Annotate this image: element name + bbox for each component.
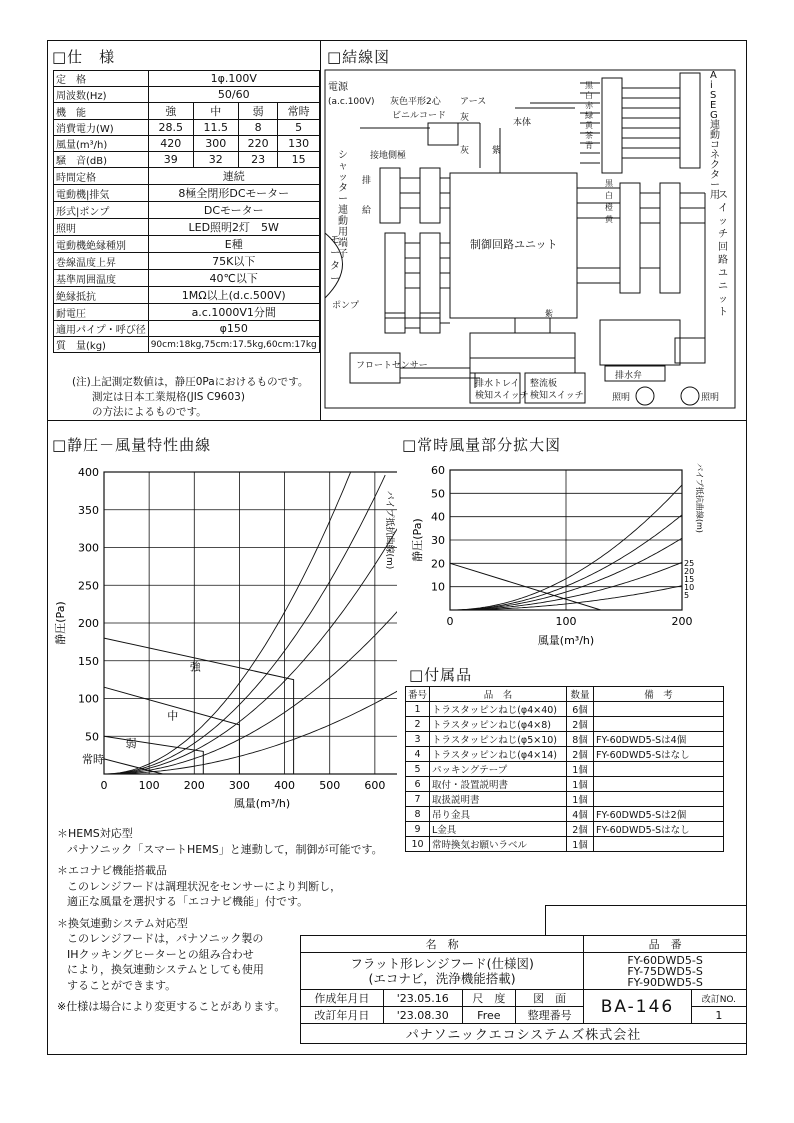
tb-number-label: 整理番号 bbox=[516, 1007, 584, 1024]
acc-name: トラスタッピンねじ(φ4×14) bbox=[430, 747, 567, 762]
spec-value: LED照明2灯 5W bbox=[148, 219, 319, 236]
accessory-row bbox=[406, 837, 724, 852]
joji-axis-label: 常時 bbox=[82, 752, 104, 766]
tb-part-3: FY-90DWD5-S bbox=[627, 975, 703, 989]
spec-key: 適用パイプ・呼び径 bbox=[54, 321, 149, 337]
cord-label: 灰色平形2心 bbox=[390, 97, 441, 107]
acc-remarks bbox=[594, 762, 724, 777]
econavi-line-1: このレンジフードは調理状況をセンサーにより判断し， bbox=[67, 879, 342, 893]
spec-key: 巻線温度上昇 bbox=[54, 253, 149, 270]
acc-no: 10 bbox=[406, 837, 430, 852]
acc-remarks bbox=[594, 792, 724, 807]
tb-name-1: フラット形レンジフード(仕様図) bbox=[350, 956, 534, 971]
tb-part-1: FY-60DWD5-S bbox=[627, 953, 703, 967]
y-axis-label: 静圧(Pa) bbox=[54, 601, 67, 645]
spec-key: 風量(m³/h) bbox=[54, 136, 149, 152]
y-tick-label: 100 bbox=[78, 692, 99, 706]
y-tick-label: 150 bbox=[78, 654, 99, 668]
float-label: フロートセンサー bbox=[356, 361, 428, 371]
spec-notes bbox=[72, 375, 308, 420]
wire-black-2: 黒 bbox=[585, 81, 593, 90]
link-line-4: することができます。 bbox=[67, 978, 177, 992]
x-tick-label: 200 bbox=[183, 779, 205, 792]
spec-row bbox=[54, 185, 320, 202]
wire-gray: 灰 bbox=[460, 113, 470, 123]
motor-label: モーター bbox=[330, 235, 340, 285]
tb-revised-label: 改訂年月日 bbox=[301, 1007, 384, 1024]
spec-key: 電動機|排気 bbox=[54, 185, 149, 202]
accessories-title: □付属品 bbox=[409, 666, 473, 684]
body-label: 本体 bbox=[513, 118, 532, 128]
y2-axis-label: パイプ抵抗曲線(m) bbox=[695, 463, 704, 533]
y-axis-label: 静圧(Pa) bbox=[411, 518, 424, 562]
spec-key: 基準周囲温度 bbox=[54, 270, 149, 287]
acc-remarks: FY-60DWD5-Sは4個 bbox=[594, 732, 724, 747]
tb-created-label: 作成年月日 bbox=[301, 990, 384, 1007]
accessory-row bbox=[406, 702, 724, 717]
acc-remarks: FY-60DWD5-Sはなし bbox=[594, 747, 724, 762]
x-tick-label: 100 bbox=[138, 779, 160, 792]
acc-remarks: FY-60DWD5-Sはなし bbox=[594, 822, 724, 837]
tb-name bbox=[301, 953, 584, 990]
series-label: 中 bbox=[167, 709, 179, 723]
x-tick-label: 0 bbox=[100, 779, 108, 792]
accessory-row bbox=[406, 822, 724, 837]
acc-no: 2 bbox=[406, 717, 430, 732]
spec-table bbox=[53, 70, 320, 353]
spec-value: 8極全閉形DCモーター bbox=[148, 185, 319, 202]
spec-value: 220 bbox=[238, 136, 278, 152]
spec-value: DCモーター bbox=[148, 202, 319, 219]
spec-value: 弱 bbox=[238, 103, 278, 120]
tb-scale-label: 尺 度 bbox=[462, 990, 515, 1007]
series-label: 強 bbox=[189, 660, 201, 674]
acc-no: 7 bbox=[406, 792, 430, 807]
exhaust-label: 排 bbox=[362, 176, 372, 186]
accessory-row bbox=[406, 762, 724, 777]
divider-horizontal bbox=[47, 420, 747, 421]
tb-company: パナソニックエコシステムズ株式会社 bbox=[301, 1024, 747, 1044]
y-tick-label: 400 bbox=[78, 466, 99, 479]
spec-value: 中 bbox=[193, 103, 238, 120]
cord-label-2: ビニルコード bbox=[392, 111, 447, 121]
spec-row bbox=[54, 87, 320, 103]
x-tick-label: 400 bbox=[274, 779, 296, 792]
acc-qty: 6個 bbox=[567, 702, 594, 717]
tb-part-2: FY-75DWD5-S bbox=[627, 964, 703, 978]
spec-row bbox=[54, 152, 320, 168]
spec-key: 質 量(kg) bbox=[54, 337, 149, 353]
link-line-1: このレンジフードは，パナソニック製の bbox=[67, 932, 264, 945]
flow-plate-label: 整流板 bbox=[530, 379, 558, 389]
wire-purple: 紫 bbox=[492, 146, 502, 156]
light-label-1: 照明 bbox=[612, 393, 631, 403]
wire-yellow: 黄 bbox=[605, 215, 613, 224]
spec-row bbox=[54, 304, 320, 321]
tb-part-header: 品 番 bbox=[584, 936, 747, 953]
y-tick-label: 10 bbox=[431, 580, 445, 594]
accessory-row bbox=[406, 747, 724, 762]
spec-key: 定 格 bbox=[54, 71, 149, 87]
acc-header-remarks: 備 考 bbox=[594, 687, 724, 702]
wire-yellow-2: 黄 bbox=[585, 121, 593, 130]
aiseg-label: A i S E G 連動コネクター用 bbox=[710, 70, 720, 201]
acc-name: 取扱説明書 bbox=[430, 792, 567, 807]
acc-name: トラスタッピンねじ(φ5×10) bbox=[430, 732, 567, 747]
grid bbox=[104, 472, 397, 774]
spec-value: 連続 bbox=[148, 168, 319, 185]
spec-value: 8 bbox=[238, 120, 278, 136]
series-弱 bbox=[104, 736, 203, 774]
spec-value: 50/60 bbox=[148, 87, 319, 103]
acc-qty: 1個 bbox=[567, 792, 594, 807]
spec-value: E種 bbox=[148, 236, 319, 253]
link-line-2: IHクッキングヒーターとの組み合わせ bbox=[67, 947, 254, 961]
hems-body: パナソニック「スマートHEMS」と連動して，制御が可能です。 bbox=[67, 842, 383, 856]
acc-no: 5 bbox=[406, 762, 430, 777]
spec-value: φ150 bbox=[148, 321, 319, 337]
pump-label: ポンプ bbox=[332, 301, 360, 311]
tb-scale: Free bbox=[462, 1007, 515, 1024]
tb-revised: '23.08.30 bbox=[383, 1007, 462, 1024]
tb-rev-label: 改訂NO. bbox=[691, 990, 746, 1007]
acc-qty: 2個 bbox=[567, 747, 594, 762]
wire-purple-2: 紫 bbox=[545, 309, 553, 318]
tb-left-line bbox=[545, 905, 546, 935]
accessory-row bbox=[406, 777, 724, 792]
zoom-chart bbox=[405, 458, 705, 658]
acc-name: パッキングテープ bbox=[430, 762, 567, 777]
y2-axis-label: パイプ抵抗曲線(m) bbox=[384, 490, 394, 570]
spec-row bbox=[54, 321, 320, 337]
spec-value: 強 bbox=[148, 103, 193, 120]
acc-name: 常時換気お願いラベル bbox=[430, 837, 567, 852]
wire-white-2: 白 bbox=[585, 91, 593, 100]
pipe-curve-15 bbox=[104, 489, 397, 774]
acc-name: 吊り金具 bbox=[430, 807, 567, 822]
wiring-title: □結線図 bbox=[327, 48, 391, 66]
spec-value: 28.5 bbox=[148, 120, 193, 136]
tb-drawing-label: 図 面 bbox=[516, 990, 584, 1007]
pipe-curve-10 bbox=[104, 585, 397, 774]
spec-note-2: 測定は日本工業規格(JIS C9603) bbox=[92, 391, 245, 403]
earth-label: アース bbox=[460, 97, 487, 107]
acc-header-name: 品 名 bbox=[430, 687, 567, 702]
accessories-table bbox=[405, 686, 724, 852]
y2-tick-label: 10 bbox=[684, 583, 695, 592]
tb-drawing-no: BA-146 bbox=[584, 990, 692, 1024]
y2-tick-label: 20 bbox=[684, 567, 695, 576]
shutter-label: シャッター連動用端子 bbox=[338, 150, 348, 260]
supply-label: 給 bbox=[362, 206, 372, 216]
acc-header-qty: 数量 bbox=[567, 687, 594, 702]
spec-value: a.c.1000V1分間 bbox=[148, 304, 319, 321]
spec-value: 40℃以下 bbox=[148, 270, 319, 287]
spec-value: 90cm:18kg,75cm:17.5kg,60cm:17kg bbox=[148, 337, 319, 353]
power-spec: (a.c.100V) bbox=[328, 97, 375, 107]
spec-row bbox=[54, 219, 320, 236]
power-label: 電源 bbox=[328, 82, 348, 93]
spec-value: 39 bbox=[148, 152, 193, 168]
spec-row bbox=[54, 337, 320, 353]
spec-key: 電動機絶縁種別 bbox=[54, 236, 149, 253]
series-label: 弱 bbox=[125, 736, 137, 750]
spec-row bbox=[54, 202, 320, 219]
spec-value: 23 bbox=[238, 152, 278, 168]
tb-part bbox=[584, 953, 747, 990]
spec-row bbox=[54, 136, 320, 152]
acc-qty: 2個 bbox=[567, 822, 594, 837]
spec-row bbox=[54, 71, 320, 87]
acc-qty: 4個 bbox=[567, 807, 594, 822]
tb-name-2: (エコナビ，洗浄機能搭載) bbox=[368, 971, 516, 986]
wire-green: 緑 bbox=[585, 111, 593, 120]
y-tick-label: 50 bbox=[431, 487, 445, 501]
spec-title: □仕 様 bbox=[52, 48, 116, 66]
title-block bbox=[300, 935, 747, 1044]
acc-no: 3 bbox=[406, 732, 430, 747]
x-tick-label: 0 bbox=[446, 615, 454, 628]
spec-key: 周波数(Hz) bbox=[54, 87, 149, 103]
y2-tick-label: 5 bbox=[684, 591, 690, 600]
grid bbox=[450, 470, 682, 610]
spec-value: 420 bbox=[148, 136, 193, 152]
spec-row bbox=[54, 120, 320, 136]
spec-key: 騒 音(dB) bbox=[54, 152, 149, 168]
acc-name: トラスタッピンねじ(φ4×40) bbox=[430, 702, 567, 717]
y-tick-label: 40 bbox=[431, 510, 445, 524]
acc-qty: 1個 bbox=[567, 837, 594, 852]
econavi-line-2: 適正な風量を選択する「エコナビ機能」付です。 bbox=[67, 895, 309, 908]
control-unit-label: 制御回路ユニット bbox=[470, 238, 558, 251]
acc-qty: 1個 bbox=[567, 777, 594, 792]
accessory-row bbox=[406, 807, 724, 822]
spec-value: 1φ.100V bbox=[148, 71, 319, 87]
spec-row bbox=[54, 103, 320, 120]
tb-created: '23.05.16 bbox=[383, 990, 462, 1007]
hems-heading: ＊HEMS対応型 bbox=[57, 827, 133, 840]
spec-row bbox=[54, 168, 320, 185]
acc-remarks bbox=[594, 702, 724, 717]
acc-remarks bbox=[594, 837, 724, 852]
y2-tick-label: 25 bbox=[684, 559, 695, 568]
spec-key: 形式|ポンプ bbox=[54, 202, 149, 219]
link-line-3: により，換気連動システムとしても使用 bbox=[67, 963, 264, 976]
spec-key: 耐電圧 bbox=[54, 304, 149, 321]
acc-no: 1 bbox=[406, 702, 430, 717]
link-heading: ＊換気連動システム対応型 bbox=[57, 916, 188, 930]
tb-top-line bbox=[545, 905, 747, 906]
acc-name: L金具 bbox=[430, 822, 567, 837]
spec-note-1: (注)上記測定数値は，静圧0Paにおけるものです。 bbox=[72, 376, 309, 388]
y-tick-label: 30 bbox=[431, 534, 445, 547]
spec-key: 照明 bbox=[54, 219, 149, 236]
spec-row bbox=[54, 287, 320, 304]
spec-key: 消費電力(W) bbox=[54, 120, 149, 136]
x-axis-label: 風量(m³/h) bbox=[233, 797, 291, 810]
acc-qty: 1個 bbox=[567, 762, 594, 777]
acc-no: 8 bbox=[406, 807, 430, 822]
spec-row bbox=[54, 270, 320, 287]
y-tick-label: 60 bbox=[431, 464, 445, 477]
y-tick-label: 300 bbox=[78, 541, 99, 555]
y2-tick-label: 15 bbox=[684, 575, 695, 584]
wire-blue: 青 bbox=[585, 141, 593, 150]
x-tick-label: 100 bbox=[555, 615, 577, 628]
vertical-labels bbox=[330, 70, 728, 318]
wire-white: 白 bbox=[605, 191, 613, 200]
tb-rev: 1 bbox=[691, 1007, 746, 1024]
pipe-curve-5 bbox=[104, 678, 397, 774]
wire-red: 赤 bbox=[585, 101, 593, 110]
acc-remarks bbox=[594, 777, 724, 792]
acc-remarks: FY-60DWD5-Sは2個 bbox=[594, 807, 724, 822]
spec-row bbox=[54, 253, 320, 270]
change-notice: ※仕様は場合により変更することがあります。 bbox=[57, 1000, 286, 1013]
x-tick-label: 300 bbox=[228, 779, 250, 792]
chart-title: □静圧－風量特性曲線 bbox=[52, 436, 212, 454]
pressure-flow-chart bbox=[52, 455, 397, 820]
spec-value: 32 bbox=[193, 152, 238, 168]
x-tick-label: 200 bbox=[671, 615, 693, 628]
tb-name-header: 名 称 bbox=[301, 936, 584, 953]
y-tick-label: 20 bbox=[431, 557, 445, 571]
acc-header-no: 番号 bbox=[406, 687, 430, 702]
ground-side-label: 接地側極 bbox=[370, 151, 407, 161]
spec-row bbox=[54, 236, 320, 253]
wire-gray-2: 灰 bbox=[460, 146, 470, 156]
econavi-heading: ＊エコナビ機能搭載品 bbox=[57, 864, 167, 877]
wire-black: 黒 bbox=[605, 179, 613, 188]
spec-key: 絶縁抵抗 bbox=[54, 287, 149, 304]
acc-qty: 2個 bbox=[567, 717, 594, 732]
flow-plate-label-2: 検知スイッチ bbox=[530, 391, 584, 401]
wire-brown: 茶 bbox=[585, 131, 593, 140]
zoom-chart-title: □常時風量部分拡大図 bbox=[402, 436, 562, 454]
acc-name: トラスタッピンねじ(φ4×8) bbox=[430, 717, 567, 732]
acc-qty: 8個 bbox=[567, 732, 594, 747]
x-axis-label: 風量(m³/h) bbox=[537, 634, 595, 647]
accessory-row bbox=[406, 717, 724, 732]
pipe-curve-20 bbox=[104, 475, 385, 774]
spec-value: 5 bbox=[278, 120, 319, 136]
spec-key: 機 能 bbox=[54, 103, 149, 120]
light-label-2: 照明 bbox=[701, 393, 720, 403]
accessory-row bbox=[406, 732, 724, 747]
y-tick-label: 50 bbox=[85, 730, 99, 744]
drain-tray-label-2: 検知スイッチ bbox=[475, 391, 529, 401]
switch-unit-label: スイッチ回路ユニット bbox=[718, 190, 728, 318]
y-tick-label: 250 bbox=[78, 579, 99, 593]
wire-orange: 橙 bbox=[605, 203, 613, 212]
y-tick-label: 200 bbox=[78, 617, 99, 630]
spec-value: 常時 bbox=[278, 103, 319, 120]
acc-no: 4 bbox=[406, 747, 430, 762]
drain-valve-label: 排水弁 bbox=[615, 371, 643, 381]
acc-no: 6 bbox=[406, 777, 430, 792]
spec-value: 130 bbox=[278, 136, 319, 152]
y-tick-label: 350 bbox=[78, 503, 99, 517]
spec-value: 300 bbox=[193, 136, 238, 152]
acc-remarks bbox=[594, 717, 724, 732]
accessory-row bbox=[406, 792, 724, 807]
spec-value: 11.5 bbox=[193, 120, 238, 136]
x-tick-label: 600 bbox=[364, 779, 386, 792]
spec-value: 75K以下 bbox=[148, 253, 319, 270]
spec-note-3: の方法によるものです。 bbox=[92, 406, 207, 418]
series-強 bbox=[104, 638, 294, 774]
acc-no: 9 bbox=[406, 822, 430, 837]
wiring-diagram bbox=[320, 68, 745, 418]
spec-value: 1MΩ以上(d.c.500V) bbox=[148, 287, 319, 304]
x-tick-label: 500 bbox=[319, 779, 341, 792]
acc-name: 取付・設置説明書 bbox=[430, 777, 567, 792]
spec-key: 時間定格 bbox=[54, 168, 149, 185]
drain-tray-label: 排水トレイ bbox=[475, 379, 520, 389]
spec-value: 15 bbox=[278, 152, 319, 168]
